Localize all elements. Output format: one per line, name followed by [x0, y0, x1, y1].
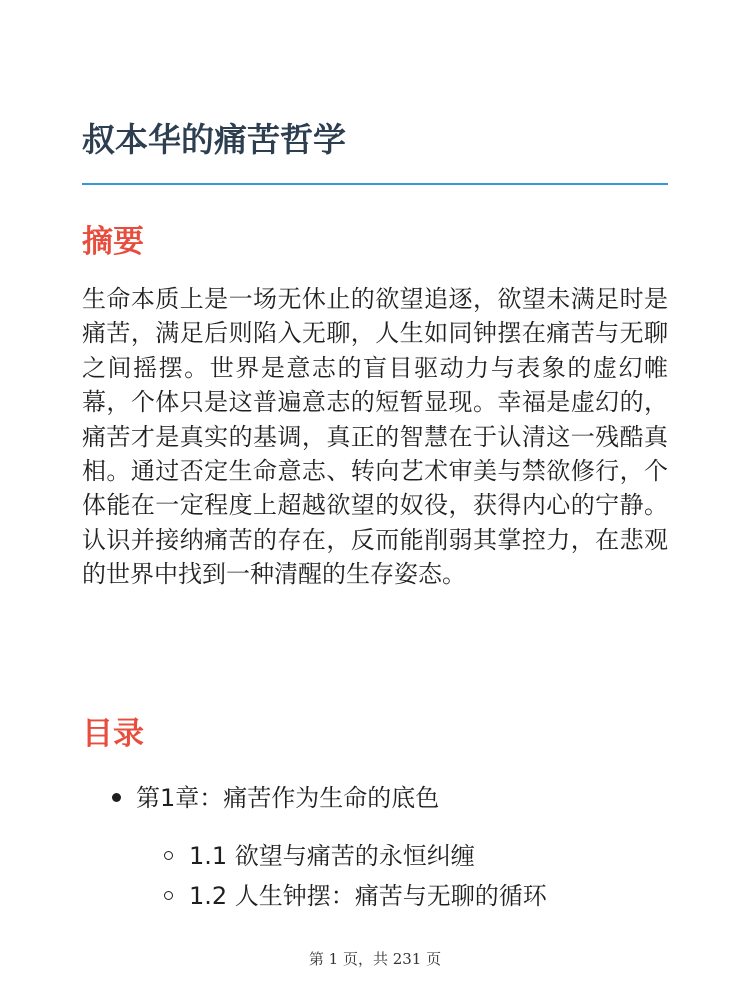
toc-section-1-2[interactable] — [82, 876, 668, 916]
document-title: 叔本华的痛苦哲学 — [82, 120, 346, 159]
toc-heading: 目录 — [82, 716, 144, 752]
toc-section-label: 1.1 欲望与痛苦的永恒纠缠 — [189, 842, 475, 870]
hollow-bullet-icon — [164, 851, 173, 860]
page-footer: 第 1 页，共 231 页 — [308, 950, 442, 968]
hollow-bullet-icon — [164, 891, 173, 900]
filled-bullet-icon — [112, 793, 121, 802]
title-divider — [82, 183, 668, 185]
abstract-body: 生命本质上是一场无休止的欲望追逐，欲望未满足时是痛苦，满足后则陷入无聊，人生如同钟摆在痛苦与无聊之间摇摆。世界是意志的盲目驱动力与表象的虚幻帷幕，个体只是这普遍意志的短暂显现。幸福是虚幻的，痛苦才是真实的基调，真正的智慧在于认清这一残酷真相。通过否定生命意志、转向艺术审美与禁欲修行，个体能在一定程度上超越欲望的奴役，获得内心的宁静。认识并接纳痛苦的存在，反而能削弱其掌控力，在悲观的世界中找到一种清醒的生存姿态。 — [82, 285, 668, 589]
toc-chapter-label: 第1章：痛苦作为生命的底色 — [136, 784, 440, 812]
toc-chapter-1[interactable] — [82, 778, 668, 818]
abstract-heading: 摘要 — [82, 224, 144, 260]
table-of-contents — [82, 778, 668, 916]
toc-section-1-1[interactable] — [82, 836, 668, 876]
toc-section-label: 1.2 人生钟摆：痛苦与无聊的循环 — [189, 882, 547, 910]
